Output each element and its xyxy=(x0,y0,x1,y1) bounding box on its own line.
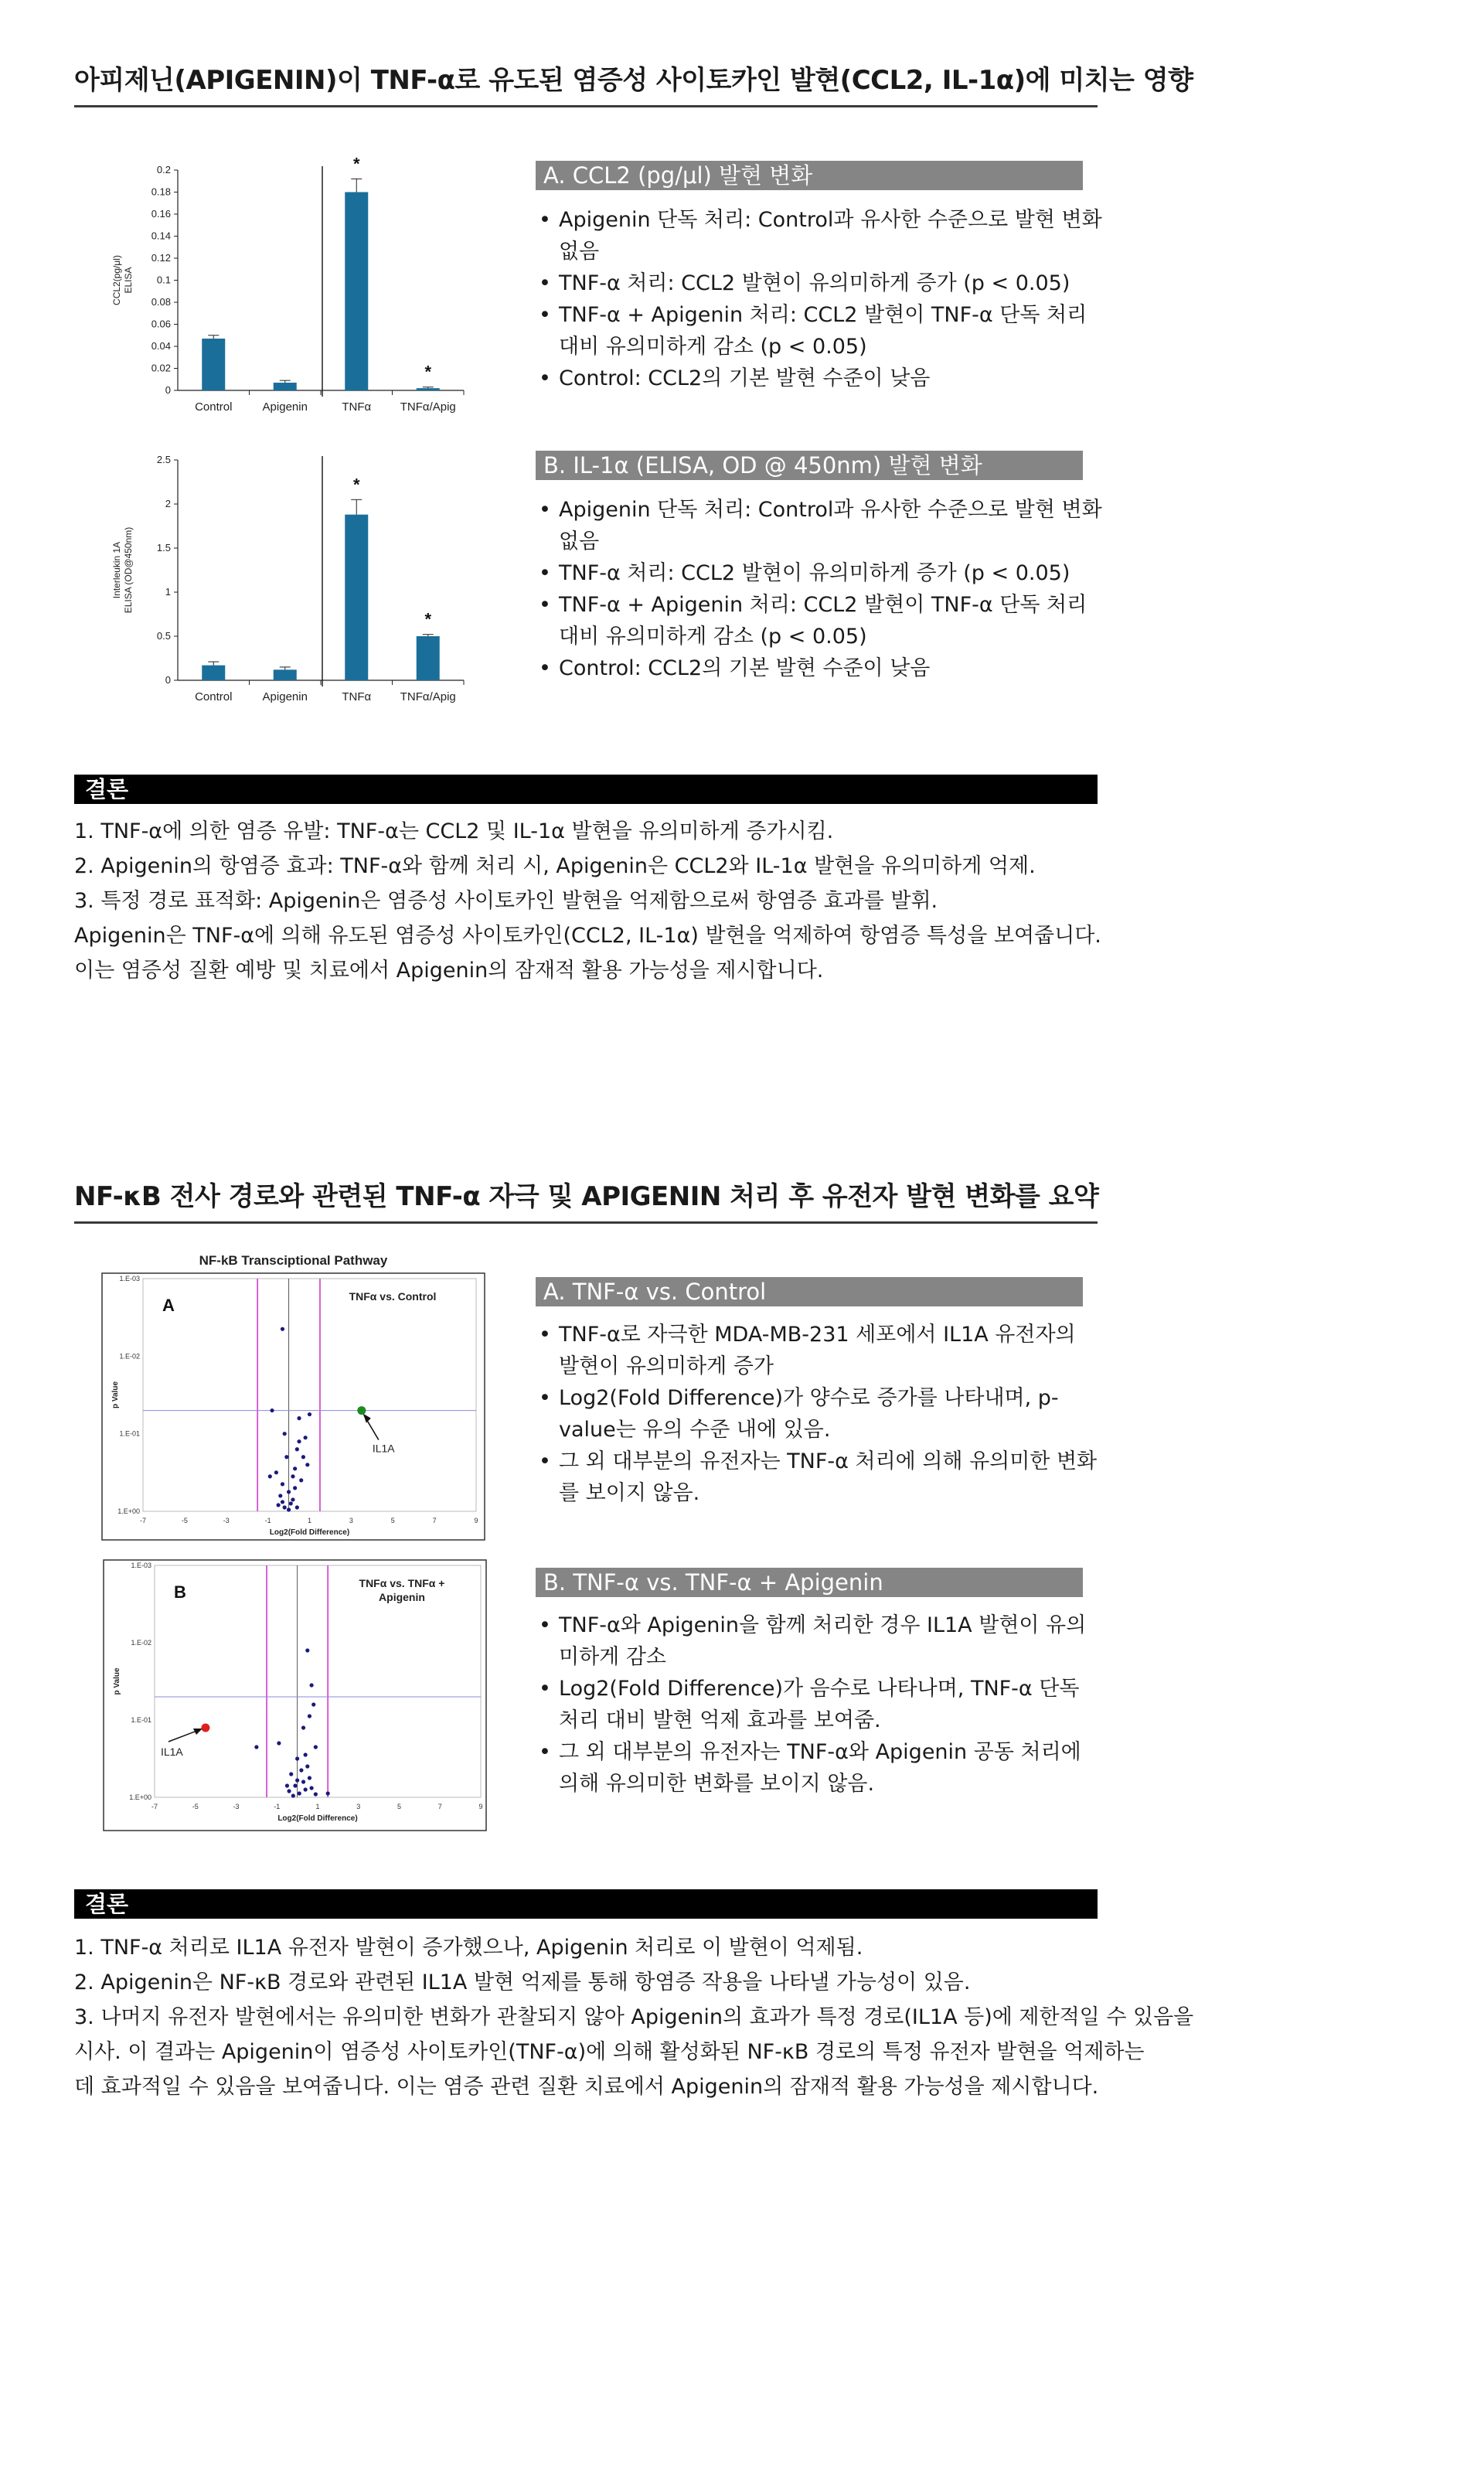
gene-point xyxy=(276,1503,280,1507)
x-tick-label: 9 xyxy=(478,1803,483,1810)
bar xyxy=(202,339,225,390)
section2-panel-a-bullets xyxy=(536,1319,1100,1509)
il1a-point xyxy=(357,1406,366,1415)
gene-point xyxy=(281,1327,284,1331)
y-tick-label: 1.E-03 xyxy=(119,1275,140,1282)
section1-conclusion xyxy=(74,814,1102,988)
x-tick-label: -5 xyxy=(192,1803,199,1810)
y-tick-label: 1.E-03 xyxy=(131,1562,151,1569)
y-axis-label: p Value xyxy=(113,1667,121,1695)
gene-point xyxy=(314,1792,318,1796)
x-tick-label: Apigenin xyxy=(262,690,308,703)
ccl2-bar-chart xyxy=(100,155,471,425)
y-axis-label: p Value xyxy=(111,1381,120,1409)
x-axis-label: Log2(Fold Difference) xyxy=(269,1528,350,1537)
x-tick-label: Apigenin xyxy=(262,400,308,414)
gene-point xyxy=(284,1455,288,1459)
gene-point xyxy=(283,1432,287,1436)
panel-letter: A xyxy=(162,1296,175,1315)
y-tick-label: 0.02 xyxy=(151,362,171,374)
x-tick-label: 3 xyxy=(356,1803,361,1810)
x-tick-label: -5 xyxy=(181,1517,188,1524)
y-tick-label: 1.E+00 xyxy=(117,1507,140,1515)
il1a-label: IL1A xyxy=(160,1746,183,1758)
y-tick-label: 0.16 xyxy=(151,208,171,220)
y-tick-label: 1.E-01 xyxy=(131,1716,151,1724)
y-tick-label: 2 xyxy=(165,498,171,509)
x-tick-label: -1 xyxy=(264,1517,271,1524)
y-tick-label: 1.E-01 xyxy=(119,1429,140,1438)
conclusion-line: 1. TNF-α 처리로 IL1A 유전자 발현이 증가했으나, Apigenin 처리로 이 발현이 억제됨. xyxy=(74,1936,863,1960)
gene-point xyxy=(305,1764,309,1768)
section2-conclusion xyxy=(74,1930,1194,2104)
gene-point xyxy=(283,1505,287,1509)
gene-point xyxy=(278,1494,282,1497)
conclusion-line: Apigenin은 TNF-α에 의해 유도된 염증성 사이토카인(CCL2, IL-1α) 발현을 억제하여 항염증 특성을 보여줍니다. xyxy=(74,924,1101,948)
x-tick-label: 7 xyxy=(432,1517,437,1524)
bar xyxy=(417,636,440,680)
gene-point xyxy=(305,1648,309,1652)
gene-point xyxy=(293,1466,297,1470)
gene-point xyxy=(291,1497,294,1501)
section2-panel-a-heading: A. TNF-α vs. Control xyxy=(536,1277,1083,1306)
list-item: • 그 외 대부분의 유전자는 TNF-α와 Apigenin 공동 처리에 의해 유의미한 변화를 보이지 않음. xyxy=(536,1736,1100,1800)
y-tick-label: 0.18 xyxy=(151,186,171,198)
gene-point xyxy=(274,1470,278,1474)
section2-conclusion-label: 결론 xyxy=(74,1889,1098,1919)
gene-point xyxy=(314,1745,318,1749)
gene-point xyxy=(301,1455,305,1459)
gene-point xyxy=(309,1683,313,1687)
plot-frame xyxy=(104,1560,486,1831)
section1-title-rule xyxy=(74,105,1098,107)
gene-point xyxy=(281,1500,284,1504)
conclusion-line: 2. Apigenin은 NF-κB 경로와 관련된 IL1A 발현 억제를 통해 항염증 작용을 나타낼 가능성이 있음. xyxy=(74,1970,971,1994)
il1a-point xyxy=(201,1724,209,1732)
x-tick-label: 9 xyxy=(474,1517,478,1524)
conclusion-line: 시사. 이 결과는 Apigenin이 염증성 사이토카인(TNF-α)에 의해 활성화된 NF-κB 경로의 특정 유전자 발현을 억제하는 xyxy=(74,2040,1145,2064)
bar xyxy=(202,666,225,680)
section2-panel-b-heading: B. TNF-α vs. TNF-α + Apigenin xyxy=(536,1568,1083,1597)
x-tick-label: 1 xyxy=(307,1517,312,1524)
list-item: • TNF-α 처리: CCL2 발현이 유의미하게 증가 (p < 0.05) xyxy=(536,267,1108,299)
gene-point xyxy=(298,1791,301,1795)
x-tick-label: -3 xyxy=(233,1803,240,1810)
section1-panel-a-bullets xyxy=(536,204,1108,394)
list-item: • TNF-α와 Apigenin을 함께 처리한 경우 IL1A 발현이 유의미하게 감소 xyxy=(536,1609,1100,1673)
conclusion-line: 3. 특정 경로 표적화: Apigenin은 염증성 사이토카인 발현을 억제함으로써 항염증 효과를 발휘. xyxy=(74,889,938,913)
list-item: • Log2(Fold Difference)가 음수로 나타나며, TNF-α 단독 처리 대비 발현 억제 효과를 보여줌. xyxy=(536,1673,1100,1736)
gene-point xyxy=(295,1505,299,1509)
gene-point xyxy=(281,1482,284,1486)
x-tick-label: 5 xyxy=(390,1517,395,1524)
list-item: • TNF-α로 자극한 MDA-MB-231 세포에서 IL1A 유전자의 발현이 유의미하게 증가 xyxy=(536,1319,1100,1382)
panel-subtitle: TNFα vs. Control xyxy=(349,1290,437,1303)
gene-point xyxy=(301,1780,305,1783)
section1-panel-b-bullets xyxy=(536,494,1108,684)
il1a-bar-chart xyxy=(100,444,471,715)
gene-point xyxy=(326,1791,330,1795)
bar xyxy=(274,383,297,390)
gene-point xyxy=(293,1486,297,1490)
gene-point xyxy=(289,1772,293,1776)
gene-point xyxy=(277,1741,281,1745)
gene-point xyxy=(305,1463,309,1466)
gene-point xyxy=(270,1408,274,1412)
x-tick-label: TNFα/Apig xyxy=(400,400,456,414)
y-tick-label: 0 xyxy=(165,674,171,686)
gene-point xyxy=(295,1778,299,1782)
list-item: • TNF-α + Apigenin 처리: CCL2 발현이 TNF-α 단독 처리 대비 유의미하게 감소 (p < 0.05) xyxy=(536,299,1108,363)
conclusion-line: 이는 염증성 질환 예방 및 치료에서 Apigenin의 잠재적 활용 가능성을 제시합니다. xyxy=(74,959,824,983)
y-tick-label: 0.1 xyxy=(156,274,171,286)
list-item: • TNF-α 처리: CCL2 발현이 유의미하게 증가 (p < 0.05) xyxy=(536,557,1108,589)
significance-marker: * xyxy=(352,475,360,495)
x-tick-label: 7 xyxy=(437,1803,442,1810)
y-tick-label: 0.5 xyxy=(156,630,171,642)
section1-panel-b-heading: B. IL-1α (ELISA, OD @ 450nm) 발현 변화 xyxy=(536,451,1083,480)
section1-title: 아피제닌(APIGENIN)이 TNF-α로 유도된 염증성 사이토카인 발현(CCL2, IL-1α)에 미치는 영향 xyxy=(74,65,1193,96)
gene-point xyxy=(311,1702,315,1706)
x-tick-label: TNFα xyxy=(342,690,372,703)
significance-marker: * xyxy=(352,155,360,174)
gene-point xyxy=(308,1714,311,1718)
x-tick-label: -7 xyxy=(151,1803,158,1810)
section2-title-rule xyxy=(74,1221,1098,1224)
bar xyxy=(274,669,297,680)
gene-point xyxy=(304,1787,308,1791)
gene-point xyxy=(287,1507,291,1511)
list-item: • TNF-α + Apigenin 처리: CCL2 발현이 TNF-α 단독 처리 대비 유의미하게 감소 (p < 0.05) xyxy=(536,589,1108,652)
gene-point xyxy=(308,1412,311,1416)
gene-point xyxy=(304,1752,308,1756)
gene-point xyxy=(299,1478,303,1482)
x-tick-label: Control xyxy=(195,400,233,414)
panel-subtitle: TNFα vs. TNFα + Apigenin xyxy=(359,1577,445,1603)
significance-marker: * xyxy=(424,362,432,382)
y-tick-label: 2.5 xyxy=(156,454,171,465)
list-item: • Log2(Fold Difference)가 양수로 증가를 나타내며, p-value는 유의 수준 내에 있음. xyxy=(536,1382,1100,1446)
conclusion-line: 1. TNF-α에 의한 염증 유발: TNF-α는 CCL2 및 IL-1α 발현을 유의미하게 증가시킴. xyxy=(74,819,834,843)
x-tick-label: 3 xyxy=(349,1517,353,1524)
y-axis-label: Interleukin 1AELISA (OD@450nm) xyxy=(111,526,134,614)
y-tick-label: 0.08 xyxy=(151,296,171,308)
gene-point xyxy=(301,1725,305,1729)
y-tick-label: 0.04 xyxy=(151,340,171,352)
y-tick-label: 0 xyxy=(165,384,171,396)
x-tick-label: -1 xyxy=(274,1803,281,1810)
gene-point xyxy=(254,1745,258,1749)
y-tick-label: 1.5 xyxy=(156,542,171,553)
gene-point xyxy=(295,1756,299,1760)
il1a-label: IL1A xyxy=(372,1442,395,1455)
bar xyxy=(345,192,368,391)
y-tick-label: 0.12 xyxy=(151,252,171,264)
section1-conclusion-label: 결론 xyxy=(74,775,1098,804)
y-tick-label: 0.06 xyxy=(151,318,171,330)
gene-point xyxy=(287,1490,291,1494)
gene-point xyxy=(291,1474,294,1478)
y-tick-label: 1.E-02 xyxy=(131,1639,151,1647)
bar xyxy=(417,388,440,390)
section1-panel-a-heading: A. CCL2 (pg/μl) 발현 변화 xyxy=(536,161,1083,190)
list-item: • Apigenin 단독 처리: Control과 유사한 수준으로 발현 변화 없음 xyxy=(536,204,1108,267)
x-tick-label: 1 xyxy=(315,1803,320,1810)
conclusion-line: 데 효과적일 수 있음을 보여줍니다. 이는 염증 관련 질환 치료에서 Apigenin의 잠재적 활용 가능성을 제시합니다. xyxy=(74,2075,1099,2099)
gene-point xyxy=(309,1786,313,1790)
y-tick-label: 0.14 xyxy=(151,230,171,242)
x-tick-label: 5 xyxy=(397,1803,402,1810)
gene-point xyxy=(287,1789,291,1793)
section2-title: NF-κB 전사 경로와 관련된 TNF-α 자극 및 APIGENIN 처리 후 유전자 발현 변화를 요약 xyxy=(74,1181,1099,1212)
x-tick-label: TNFα xyxy=(342,400,372,414)
section2-panel-b-bullets xyxy=(536,1609,1100,1800)
volcano-plot-a xyxy=(99,1245,489,1546)
list-item: • Apigenin 단독 처리: Control과 유사한 수준으로 발현 변화 없음 xyxy=(536,494,1108,557)
x-axis-label: Log2(Fold Difference) xyxy=(277,1814,358,1823)
volcano-plot-b xyxy=(100,1558,491,1836)
panel-letter: B xyxy=(174,1582,186,1602)
y-tick-label: 1.E-02 xyxy=(119,1352,140,1361)
y-tick-label: 1.E+00 xyxy=(129,1793,151,1801)
gene-point xyxy=(304,1436,308,1439)
gene-point xyxy=(299,1768,303,1772)
gene-point xyxy=(293,1783,297,1787)
gene-point xyxy=(285,1783,289,1787)
y-tick-label: 1 xyxy=(165,586,171,598)
list-item: • Control: CCL2의 기본 발현 수준이 낮음 xyxy=(536,652,1108,684)
gene-point xyxy=(297,1416,301,1420)
x-tick-label: -7 xyxy=(139,1517,147,1524)
bar xyxy=(345,515,368,680)
gene-point xyxy=(268,1474,272,1478)
volcano-title: NF-kB Transciptional Pathway xyxy=(199,1253,388,1268)
y-tick-label: 0.2 xyxy=(156,164,171,175)
conclusion-line: 2. Apigenin의 항염증 효과: TNF-α와 함께 처리 시, Apigenin은 CCL2와 IL-1α 발현을 유의미하게 억제. xyxy=(74,854,1036,878)
gene-point xyxy=(295,1447,299,1451)
x-tick-label: -3 xyxy=(223,1517,230,1524)
list-item: • Control: CCL2의 기본 발현 수준이 낮음 xyxy=(536,363,1108,394)
gene-point xyxy=(291,1793,295,1797)
gene-point xyxy=(308,1776,311,1780)
gene-point xyxy=(297,1439,301,1443)
y-axis-label: CCL2(pg/μl)ELISA xyxy=(111,255,134,305)
gene-point xyxy=(289,1501,293,1505)
x-tick-label: Control xyxy=(195,690,233,703)
conclusion-line: 3. 나머지 유전자 발현에서는 유의미한 변화가 관찰되지 않아 Apigenin의 효과가 특정 경로(IL1A 등)에 제한적일 수 있음을 xyxy=(74,2005,1194,2029)
significance-marker: * xyxy=(424,609,432,629)
x-tick-label: TNFα/Apig xyxy=(400,690,456,703)
list-item: • 그 외 대부분의 유전자는 TNF-α 처리에 의해 유의미한 변화를 보이지 않음. xyxy=(536,1446,1100,1509)
